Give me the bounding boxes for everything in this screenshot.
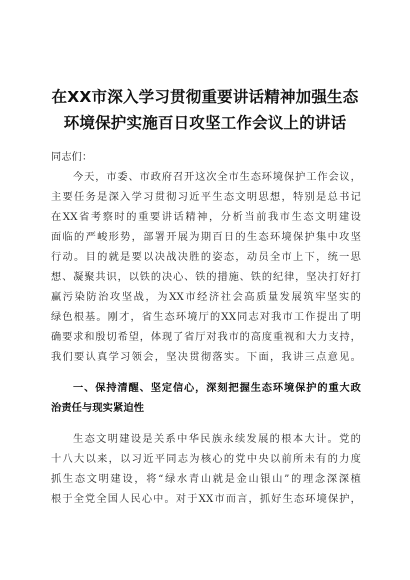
paragraph-1-line: 赢污染防治攻坚战，为XX市经济社会高质量发展筑牢坚实的 [51,292,361,303]
paragraph-2-line: 抓生态文明建设，将“绿水青山就是金山银山”的理念深深植 [51,474,361,485]
salutation: 同志们： [51,152,93,163]
paragraph-1-line: 今天，市委、市政府召开这次全市生态环境保护工作会议， [73,172,361,183]
paragraph-2-line: 生态文明建设是关系中华民族永续发展的根本大计。党的 [73,434,361,445]
paragraph-2-line: 十八大以来，以习近平同志为核心的党中央以前所未有的力度 [51,454,361,465]
paragraph-1-line: 在XX省考察时的重要讲话精神，分析当前我市生态文明建设 [51,212,361,223]
paragraph-1-line: 我们要认真学习领会，坚决贯彻落实。下面，我讲三点意见。 [51,352,361,363]
document-title-line-1: 在XX市深入学习贯彻重要讲话精神加强生态 [51,88,359,106]
paragraph-1-line: 确要求和殷切希望，体现了省厅对我市的高度重视和大力支持， [51,332,361,343]
document-title-line-2: 环境保护实施百日攻坚工作会议上的讲话 [63,114,347,132]
paragraph-1-line: 主要任务是深入学习贯彻习近平生态文明思想，特别是总书记 [51,192,361,203]
section-heading-1-line-2: 治责任与现实紧迫性 [51,403,145,414]
paragraph-1-line: 行动。目的就是要以决战决胜的姿态，动员全市上下，统一思 [51,252,361,263]
section-heading-1-line-1: 一、保持清醒、坚定信心，深刻把握生态环境保护的重大政 [73,383,361,394]
paragraph-1-line: 想、凝聚共识，以铁的决心、铁的措施、铁的纪律，坚决打好打 [51,272,361,283]
paragraph-1-line: 面临的严峻形势，部署开展为期百日的生态环境保护集中攻坚 [51,232,361,243]
paragraph-2-line: 根于全党全国人民心中。对于XX市而言，抓好生态环境保护， [51,494,361,505]
paragraph-1-line: 绿色根基。刚才，省生态环境厅的XX同志对我市工作提出了明 [51,312,361,323]
